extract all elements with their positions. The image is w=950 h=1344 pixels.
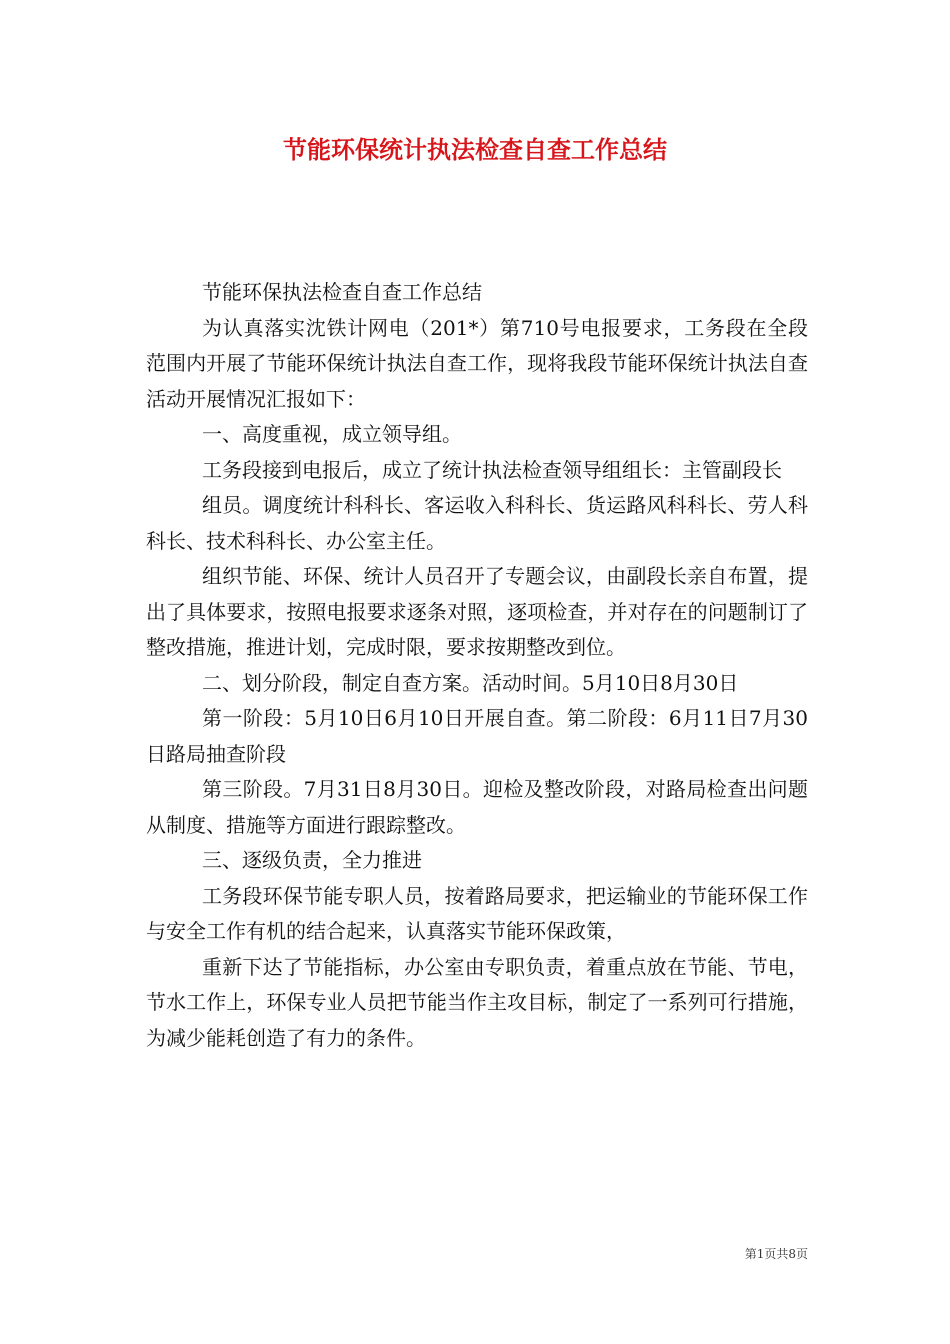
document-title: 节能环保统计执法检查自查工作总结 xyxy=(283,135,667,164)
section-heading-2: 二、划分阶段，制定自查方案。活动时间。5月10日8月30日 xyxy=(202,670,739,695)
paragraph: 工务段环保节能专职人员，按着路局要求，把运输业的节能环保工作与安全工作有机的结合起来，认真落实节能环保政策， xyxy=(146,883,808,943)
section-heading-3: 三、逐级负责，全力推进 xyxy=(202,848,422,872)
paragraph: 工务段接到电报后，成立了统计执法检查领导组组长：主管副段长 xyxy=(202,457,782,482)
paragraph: 重新下达了节能指标，办公室由专职负责，着重点放在节能、节电，节水工作上，环保专业人员把节能当作主攻目标，制定了一系列可行措施，为减少能耗创造了有力的条件。 xyxy=(146,954,808,1050)
paragraph: 第一阶段：5月10日6月10日开展自查。第二阶段：6月11日7月30日路局抽查阶段 xyxy=(146,706,808,766)
document-body xyxy=(146,275,808,1056)
paragraph-intro: 为认真落实沈铁计网电（201*）第710号电报要求，工务段在全段范围内开展了节能环保统计执法自查工作，现将我段节能环保统计执法自查活动开展情况汇报如下： xyxy=(146,315,808,411)
page-number: 第1页共8页 xyxy=(744,1247,808,1261)
paragraph: 组员。调度统计科科长、客运收入科科长、货运路风科科长、劳人科科长、技术科科长、办公室主任。 xyxy=(146,493,808,553)
paragraph-subtitle: 节能环保执法检查自查工作总结 xyxy=(202,280,482,304)
paragraph: 组织节能、环保、统计人员召开了专题会议，由副段长亲自布置，提出了具体要求，按照电报要求逐条对照，逐项检查，并对存在的问题制订了整改措施，推进计划，完成时限，要求按期整改到位。 xyxy=(146,564,808,659)
paragraph: 第三阶段。7月31日8月30日。迎检及整改阶段，对路局检查出问题从制度、措施等方面进行跟踪整改。 xyxy=(146,777,808,837)
section-heading-1: 一、高度重视，成立领导组。 xyxy=(202,422,462,446)
